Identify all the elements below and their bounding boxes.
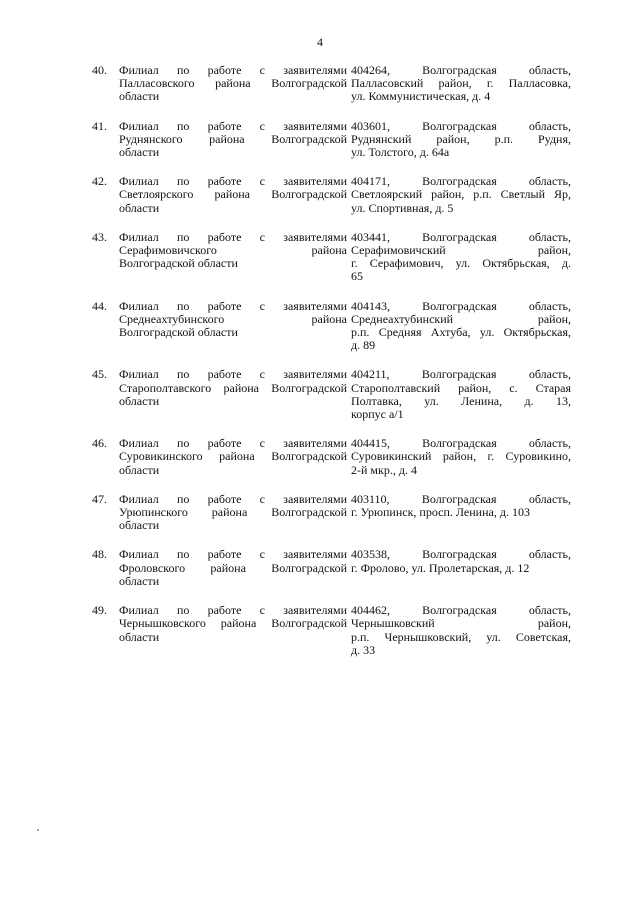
entry-number: 48.	[92, 547, 107, 562]
branch-address-line: Среднеахтубинский район,	[351, 311, 571, 326]
entry-number: 41.	[92, 118, 107, 133]
branch-name	[119, 231, 351, 284]
branch-name-line: области	[119, 573, 160, 588]
entry-number: 49.	[92, 603, 107, 618]
branch-address-line: Светлоярский район, р.п. Светлый Яр,	[351, 187, 571, 202]
branch-address	[351, 231, 571, 284]
branch-address-line: д. 89	[351, 338, 376, 353]
branch-address-line: 404171, Волгоградская область,	[351, 174, 571, 189]
branch-name-line: области	[119, 629, 160, 644]
branch-name-line: Филиал по работе с заявителями	[119, 298, 347, 313]
list-item	[86, 368, 586, 421]
branch-name-line: Филиал по работе с заявителями	[119, 603, 347, 618]
entry-number: 46.	[92, 436, 107, 451]
entry-number: 44.	[92, 298, 107, 313]
branch-name-line: Среднеахтубинского района	[119, 311, 347, 326]
branch-name-line: Чернышковского района Волгоградской	[119, 616, 347, 631]
list-item	[86, 604, 586, 657]
branch-address-line: р.п. Чернышковский, ул. Советская,	[351, 629, 571, 644]
list-item	[86, 120, 586, 160]
branch-address	[351, 604, 571, 657]
scan-mark	[37, 829, 39, 831]
branch-name-line: Филиал по работе с заявителями	[119, 367, 347, 382]
branch-address-line: 403110, Волгоградская область,	[351, 491, 571, 506]
branch-address-line: ул. Коммунистическая, д. 4	[351, 89, 491, 104]
list-item	[86, 175, 586, 215]
branch-name	[119, 175, 351, 215]
branch-address	[351, 493, 571, 533]
branch-name-line: Серафимовичского района	[119, 243, 347, 258]
branch-name-line: области	[119, 145, 160, 160]
branch-name	[119, 493, 351, 533]
branch-address-line: 404415, Волгоградская область,	[351, 436, 571, 451]
branch-name-line: области	[119, 89, 160, 104]
branch-address-line: 2-й мкр., д. 4	[351, 462, 417, 477]
branch-name-line: области	[119, 518, 160, 533]
list-item	[86, 231, 586, 284]
branch-address-line: Полтавка, ул. Ленина, д. 13,	[351, 393, 571, 408]
branch-address-line: г. Фролово, ул. Пролетарская, д. 12	[351, 560, 530, 575]
branch-name	[119, 64, 351, 104]
branch-address-line: 65	[351, 269, 363, 284]
branch-name	[119, 548, 351, 588]
branch-name	[119, 120, 351, 160]
list-item	[86, 437, 586, 477]
branch-name	[119, 604, 351, 657]
branch-address-line: 404211, Волгоградская область,	[351, 367, 571, 382]
branch-address	[351, 64, 571, 104]
branch-name-line: области	[119, 393, 160, 408]
branch-name-line: Фроловского района Волгоградской	[119, 560, 347, 575]
branch-address-line: Суровикинский район, г. Суровикино,	[351, 449, 571, 464]
branch-address	[351, 120, 571, 160]
branch-address-line: ул. Толстого, д. 64а	[351, 145, 450, 160]
branch-name-line: Филиал по работе с заявителями	[119, 436, 347, 451]
branch-name-line: Суровикинского района Волгоградской	[119, 449, 347, 464]
branch-name-line: Волгоградской области	[119, 256, 238, 271]
branch-name-line: Филиал по работе с заявителями	[119, 229, 347, 244]
branch-address-line: 404462, Волгоградская область,	[351, 603, 571, 618]
branch-name-line: области	[119, 462, 160, 477]
branch-address-line: корпус а/1	[351, 407, 404, 422]
branch-name-line: Филиал по работе с заявителями	[119, 63, 347, 77]
entry-number: 47.	[92, 491, 107, 506]
branch-address-line: Руднянский район, р.п. Рудня,	[351, 131, 571, 146]
branch-address-line: Старополтавский район, с. Старая	[351, 380, 571, 395]
branch-name	[119, 300, 351, 353]
branch-address	[351, 368, 571, 421]
branch-name-line: Волгоградской области	[119, 325, 238, 340]
branch-address-line: Чернышковский район,	[351, 616, 571, 631]
branch-address-line: 404143, Волгоградская область,	[351, 298, 571, 313]
page-number: 4	[317, 35, 323, 49]
branch-address-line: р.п. Средняя Ахтуба, ул. Октябрьская,	[351, 325, 571, 340]
branch-address-line: 403538, Волгоградская область,	[351, 547, 571, 562]
list-item	[86, 64, 586, 104]
branch-address	[351, 300, 571, 353]
branch-name-line: Филиал по работе с заявителями	[119, 118, 347, 133]
branch-address-line: 404264, Волгоградская область,	[351, 63, 571, 77]
branch-address-line: Палласовский район, г. Палласовка,	[351, 76, 571, 91]
branch-address-line: д. 33	[351, 642, 376, 657]
branch-name-line: Филиал по работе с заявителями	[119, 174, 347, 189]
branch-address-line: ул. Спортивная, д. 5	[351, 200, 454, 215]
branch-name-line: области	[119, 200, 160, 215]
branch-name-line: Старополтавского района Волгоградской	[119, 380, 347, 395]
list-item	[86, 300, 586, 353]
entries-list	[86, 64, 586, 673]
entry-number: 45.	[92, 367, 107, 382]
branch-address	[351, 175, 571, 215]
branch-name-line: Филиал по работе с заявителями	[119, 491, 347, 506]
branch-name-line: Палласовского района Волгоградской	[119, 76, 347, 91]
entry-number: 43.	[92, 229, 107, 244]
branch-address-line: Серафимовичский район,	[351, 243, 571, 258]
branch-name-line: Светлоярского района Волгоградской	[119, 187, 347, 202]
branch-name-line: Руднянского района Волгоградской	[119, 131, 347, 146]
entry-number: 42.	[92, 174, 107, 189]
branch-name-line: Филиал по работе с заявителями	[119, 547, 347, 562]
branch-address-line: г. Урюпинск, просп. Ленина, д. 103	[351, 505, 530, 520]
list-item	[86, 493, 586, 533]
branch-address-line: 403601, Волгоградская область,	[351, 118, 571, 133]
branch-name	[119, 368, 351, 421]
branch-address-line: г. Серафимович, ул. Октябрьская, д.	[351, 256, 571, 271]
list-item	[86, 548, 586, 588]
branch-address	[351, 548, 571, 588]
branch-address	[351, 437, 571, 477]
entry-number: 40.	[92, 63, 107, 77]
branch-address-line: 403441, Волгоградская область,	[351, 229, 571, 244]
branch-name	[119, 437, 351, 477]
branch-name-line: Урюпинского района Волгоградской	[119, 505, 347, 520]
